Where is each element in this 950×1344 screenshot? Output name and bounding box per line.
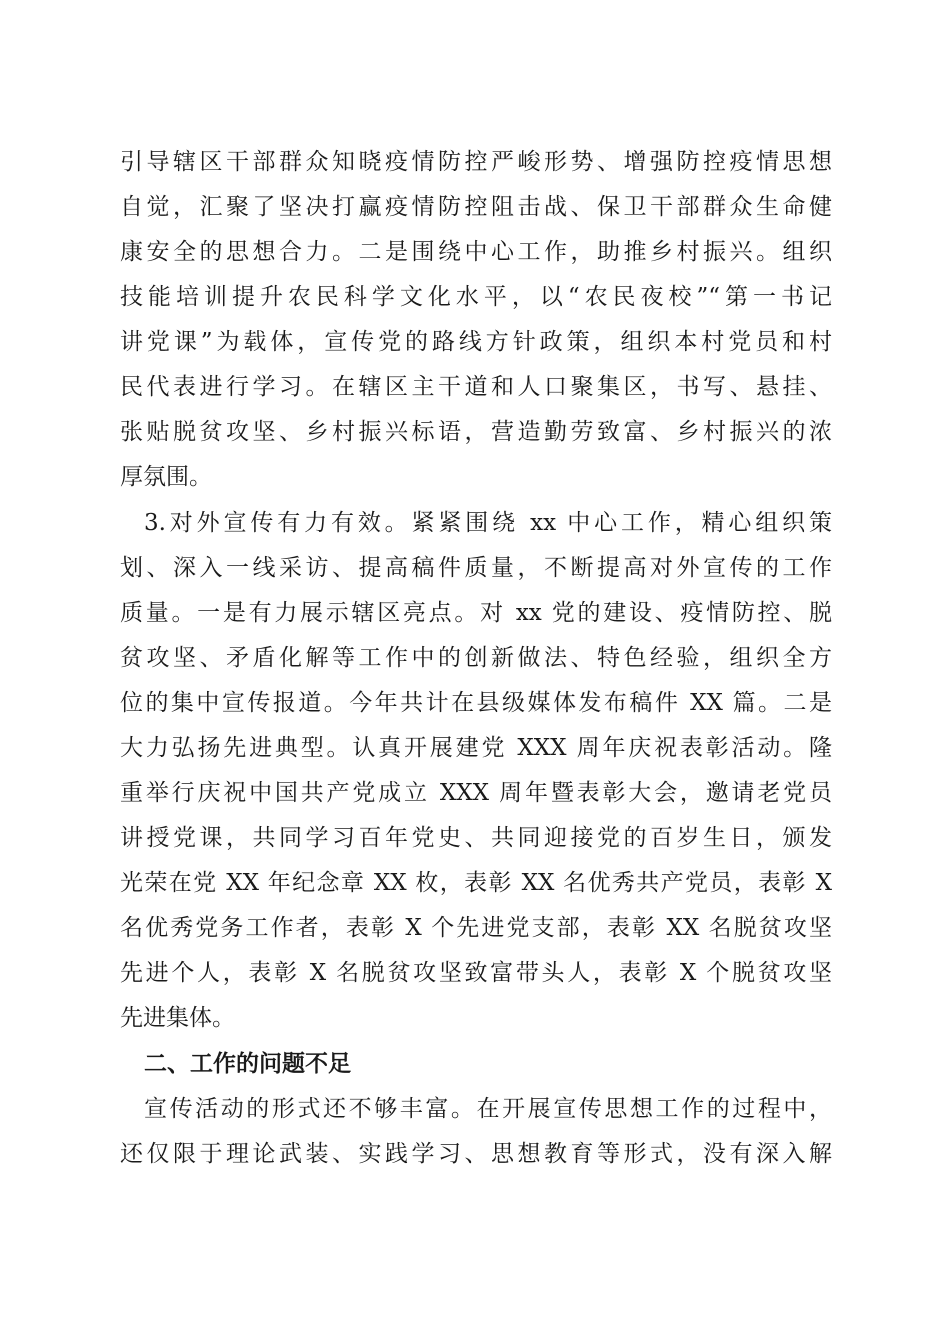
paragraph-1-line-1: 引导辖区干部群众知晓疫情防控严峻形势、增强防控疫情思想 xyxy=(120,149,832,175)
paragraph-3-line-2: 还仅限于理论武装、实践学习、思想教育等形式，没有深入解 xyxy=(120,1141,832,1167)
paragraph-2-line-6: 大力弘扬先进典型。认真开展建党 XXX 周年庆祝表彰活动。隆 xyxy=(120,735,832,761)
paragraph-2-line-11: 先进个人，表彰 X 名脱贫攻坚致富带头人，表彰 X 个脱贫攻坚 xyxy=(120,960,832,986)
paragraph-2-line-8: 讲授党课，共同学习百年党史、共同迎接党的百岁生日，颁发 xyxy=(120,825,832,851)
paragraph-2-line-1: 3.对外宣传有力有效。紧紧围绕 xx 中心工作，精心组织策 xyxy=(144,510,832,536)
paragraph-1-line-8: 厚氛围。 xyxy=(120,464,212,490)
paragraph-2-line-9: 光荣在党 XX 年纪念章 XX 枚，表彰 XX 名优秀共产党员，表彰 X xyxy=(120,870,832,896)
paragraph-1-line-7: 张贴脱贫攻坚、乡村振兴标语，营造勤劳致富、乡村振兴的浓 xyxy=(120,419,832,445)
paragraph-2-line-10: 名优秀党务工作者，表彰 X 个先进党支部，表彰 XX 名脱贫攻坚 xyxy=(120,915,832,941)
paragraph-2-line-2: 划、深入一线采访、提高稿件质量，不断提高对外宣传的工作 xyxy=(120,555,832,581)
paragraph-2-line-4: 贫攻坚、矛盾化解等工作中的创新做法、特色经验，组织全方 xyxy=(120,645,832,671)
paragraph-2-line-12: 先进集体。 xyxy=(120,1005,235,1031)
paragraph-1-line-3: 康安全的思想合力。二是围绕中心工作，助推乡村振兴。组织 xyxy=(120,239,832,265)
paragraph-1-line-4: 技能培训提升农民科学文化水平，以“农民夜校”“第一书记 xyxy=(120,284,832,310)
paragraph-1-line-2: 自觉，汇聚了坚决打赢疫情防控阻击战、保卫干部群众生命健 xyxy=(120,194,832,220)
paragraph-3-line-1: 宣传活动的形式还不够丰富。在开展宣传思想工作的过程中， xyxy=(144,1096,832,1122)
paragraph-2-line-3: 质量。一是有力展示辖区亮点。对 xx 党的建设、疫情防控、脱 xyxy=(120,600,832,626)
paragraph-2-line-7: 重举行庆祝中国共产党成立 XXX 周年暨表彰大会，邀请老党员 xyxy=(120,780,832,806)
section-heading: 二、工作的问题不足 xyxy=(144,1051,351,1077)
paragraph-2-line-5: 位的集中宣传报道。今年共计在县级媒体发布稿件 XX 篇。二是 xyxy=(120,690,832,716)
paragraph-1-line-6: 民代表进行学习。在辖区主干道和人口聚集区，书写、悬挂、 xyxy=(120,374,832,400)
paragraph-1-line-5: 讲党课”为载体，宣传党的路线方针政策，组织本村党员和村 xyxy=(120,329,832,355)
